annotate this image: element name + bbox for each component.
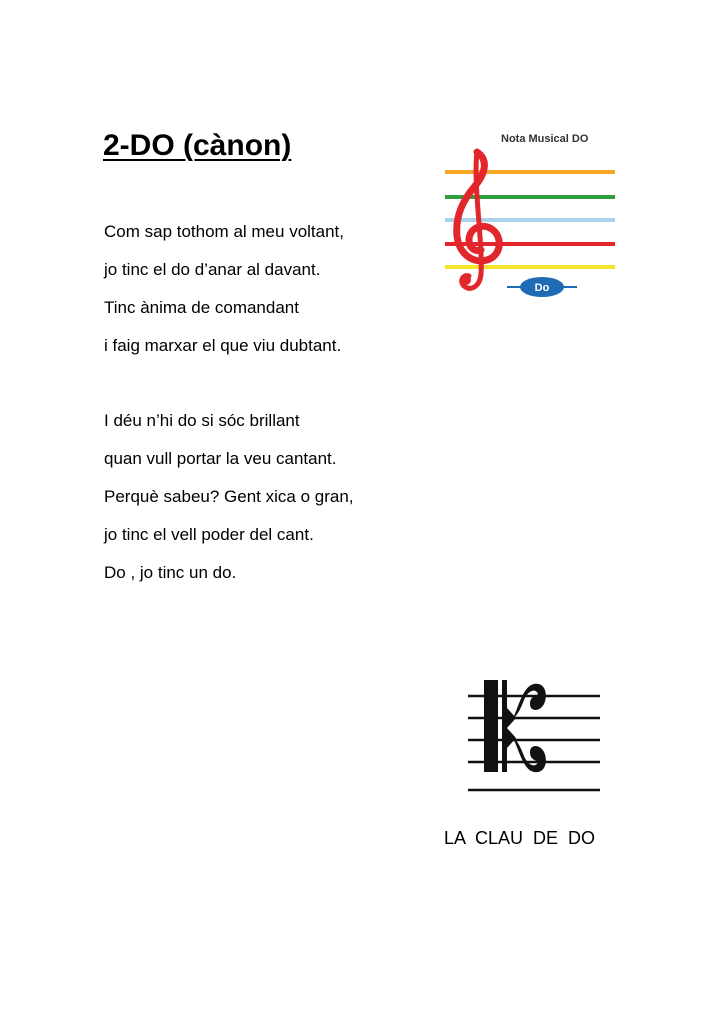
staff-line: [445, 218, 615, 222]
staff-line: [445, 170, 615, 174]
verse-line: Tinc ànima de comandant: [104, 298, 299, 317]
verse-line: Perquè sabeu? Gent xica o gran,: [104, 487, 354, 506]
verse-line: quan vull portar la veu cantant.: [104, 449, 337, 468]
note-do-illustration: [437, 124, 627, 304]
verse-line: I déu n’hi do si sóc brillant: [104, 411, 300, 430]
verse-line: jo tinc el vell poder del cant.: [104, 525, 314, 544]
verse-line: jo tinc el do d’anar al davant.: [104, 260, 321, 279]
alto-clef-icon: [466, 672, 602, 796]
note-do-icon: [507, 277, 577, 297]
verse-line: Do , jo tinc un do.: [104, 563, 237, 582]
note-figure-caption: Nota Musical DO: [501, 133, 589, 145]
note-label: Do: [534, 282, 550, 294]
staff-line: [445, 265, 615, 269]
verse-line: Com sap tothom al meu voltant,: [104, 222, 345, 241]
page-title: 2-DO (cànon): [103, 129, 292, 162]
alto-clef-caption: LA CLAU DE DO: [444, 828, 596, 848]
verse-line: i faig marxar el que viu dubtant.: [104, 336, 342, 355]
